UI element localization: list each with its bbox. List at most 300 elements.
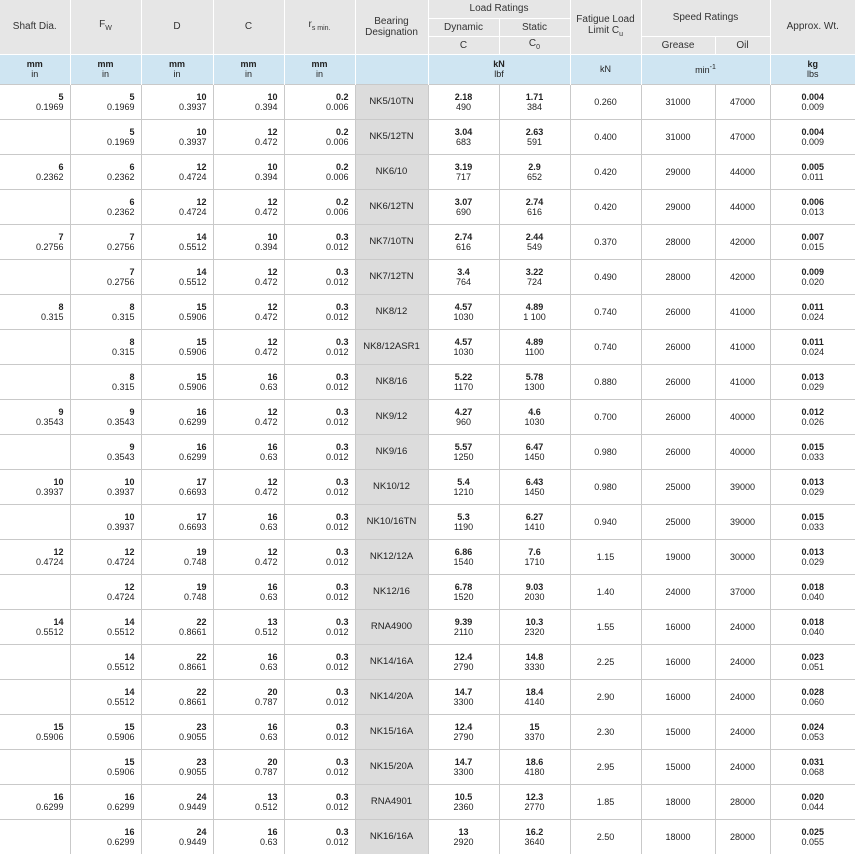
- dynamic-load-primary: 12.4: [454, 721, 473, 732]
- fw-secondary: 0.6299: [106, 801, 135, 812]
- cell-static-load: [499, 714, 570, 749]
- cell-speed-grease: 26000: [641, 399, 715, 434]
- dynamic-load-secondary: 1210: [453, 486, 474, 497]
- rs-min-primary: 0.3: [335, 791, 349, 802]
- fw-secondary: 0.315: [111, 311, 135, 322]
- rs-min-secondary: 0.012: [325, 766, 349, 777]
- cell-dynamic-load: [428, 84, 499, 119]
- approx-weight-primary: 0.023: [801, 651, 825, 662]
- cell-speed-grease: 24000: [641, 574, 715, 609]
- cell-dynamic-load: [428, 189, 499, 224]
- fw-primary: 14: [124, 616, 135, 627]
- approx-weight-secondary: 0.033: [801, 451, 825, 462]
- outer-dia-secondary: 0.3937: [178, 136, 207, 147]
- outer-dia-primary: 17: [196, 476, 207, 487]
- static-load-secondary: 384: [526, 101, 543, 112]
- cell-width: [213, 84, 284, 119]
- dynamic-load-secondary: 490: [455, 101, 472, 112]
- static-load-secondary: 1100: [524, 346, 545, 357]
- width-primary: 20: [267, 686, 278, 697]
- cell-static-load: [499, 224, 570, 259]
- cell-approx-weight: [770, 784, 855, 819]
- dynamic-load-primary: 2.74: [454, 231, 473, 242]
- cell-width: [213, 504, 284, 539]
- approx-weight-primary: 0.028: [801, 686, 825, 697]
- cell-width: [213, 609, 284, 644]
- width-secondary: 0.472: [254, 276, 278, 287]
- approx-weight-secondary: 0.026: [801, 416, 825, 427]
- cell-dynamic-load: [428, 749, 499, 784]
- cell-fatigue-load-limit: 0.420: [570, 154, 641, 189]
- cell-outer-dia: [141, 154, 213, 189]
- cell-fw: [70, 714, 141, 749]
- approx-weight-primary: 0.013: [801, 371, 825, 382]
- cell-fatigue-load-limit: 0.940: [570, 504, 641, 539]
- fw-secondary: 0.2756: [106, 241, 135, 252]
- rs-min-secondary: 0.012: [325, 696, 349, 707]
- outer-dia-secondary: 0.6299: [178, 451, 207, 462]
- cell-shaft-dia: [0, 714, 70, 749]
- cell-approx-weight: [770, 574, 855, 609]
- fw-secondary: 0.3937: [106, 521, 135, 532]
- fw-secondary: 0.1969: [106, 101, 135, 112]
- width-primary: 16: [267, 441, 278, 452]
- table-row: [0, 84, 855, 119]
- cell-bearing-designation: NK9/12: [355, 399, 428, 434]
- header-fatigue-load-limit: Fatigue Load Limit $C_u$: [570, 0, 641, 54]
- cell-fw: [70, 434, 141, 469]
- dynamic-load-primary: 4.57: [454, 336, 473, 347]
- cell-bearing-designation: RNA4901: [355, 784, 428, 819]
- cell-bearing-designation: NK14/16A: [355, 644, 428, 679]
- static-load-primary: 12.3: [525, 791, 544, 802]
- static-load-primary: 6.47: [525, 441, 544, 452]
- cell-fw: [70, 259, 141, 294]
- static-load-secondary: 724: [526, 276, 543, 287]
- cell-fatigue-load-limit: 1.40: [570, 574, 641, 609]
- cell-width: [213, 819, 284, 854]
- width-primary: 13: [267, 616, 278, 627]
- rs-min-primary: 0.2: [335, 126, 349, 137]
- header-approx-weight: Approx. Wt.: [770, 0, 855, 54]
- cell-speed-oil: 39000: [715, 504, 770, 539]
- approx-weight-secondary: 0.055: [801, 836, 825, 847]
- cell-dynamic-load: [428, 119, 499, 154]
- cell-outer-dia: [141, 784, 213, 819]
- outer-dia-secondary: 0.5906: [178, 381, 207, 392]
- outer-dia-primary: 12: [196, 161, 207, 172]
- cell-fatigue-load-limit: 0.370: [570, 224, 641, 259]
- approx-weight-primary: 0.004: [801, 126, 825, 137]
- width-secondary: 0.512: [254, 626, 278, 637]
- cell-approx-weight: [770, 329, 855, 364]
- cell-rs-min: [284, 259, 355, 294]
- cell-width: [213, 469, 284, 504]
- cell-fatigue-load-limit: 1.15: [570, 539, 641, 574]
- rs-min-primary: 0.3: [335, 756, 349, 767]
- approx-weight-secondary: 0.053: [801, 731, 825, 742]
- rs-min-secondary: 0.012: [325, 801, 349, 812]
- approx-weight-secondary: 0.033: [801, 521, 825, 532]
- cell-approx-weight: [770, 119, 855, 154]
- cell-dynamic-load: [428, 154, 499, 189]
- rs-min-primary: 0.3: [335, 371, 349, 382]
- static-load-primary: 9.03: [525, 581, 544, 592]
- approx-weight-primary: 0.013: [801, 546, 825, 557]
- cell-speed-oil: 24000: [715, 714, 770, 749]
- dynamic-load-primary: 9.39: [454, 616, 473, 627]
- unit-rs: mm in: [284, 54, 355, 84]
- cell-shaft-dia: [0, 644, 70, 679]
- static-load-secondary: 1 100: [523, 311, 546, 322]
- outer-dia-primary: 19: [196, 581, 207, 592]
- rs-min-primary: 0.3: [335, 266, 349, 277]
- cell-static-load: [499, 189, 570, 224]
- cell-rs-min: [284, 154, 355, 189]
- cell-rs-min: [284, 224, 355, 259]
- shaft-dia-secondary: 0.2362: [35, 171, 64, 182]
- outer-dia-primary: 16: [196, 441, 207, 452]
- rs-min-primary: 0.3: [335, 441, 349, 452]
- fw-primary: 5: [129, 91, 135, 102]
- cell-static-load: [499, 679, 570, 714]
- table-row: [0, 364, 855, 399]
- rs-min-secondary: 0.012: [325, 591, 349, 602]
- cell-static-load: [499, 574, 570, 609]
- cell-fatigue-load-limit: 0.260: [570, 84, 641, 119]
- cell-fw: [70, 189, 141, 224]
- approx-weight-primary: 0.015: [801, 511, 825, 522]
- cell-static-load: [499, 819, 570, 854]
- fw-secondary: 0.1969: [106, 136, 135, 147]
- approx-weight-secondary: 0.068: [801, 766, 825, 777]
- shaft-dia-secondary: 0.3543: [35, 416, 64, 427]
- cell-fw: [70, 364, 141, 399]
- cell-shaft-dia: [0, 504, 70, 539]
- shaft-dia-primary: 7: [58, 231, 64, 242]
- cell-rs-min: [284, 749, 355, 784]
- unit-designation-blank: [355, 54, 428, 84]
- cell-speed-oil: 41000: [715, 364, 770, 399]
- outer-dia-primary: 22: [196, 651, 207, 662]
- dynamic-load-secondary: 3300: [453, 696, 474, 707]
- cell-outer-dia: [141, 224, 213, 259]
- rs-min-secondary: 0.012: [325, 311, 349, 322]
- cell-bearing-designation: NK6/10: [355, 154, 428, 189]
- fw-primary: 9: [129, 441, 135, 452]
- shaft-dia-secondary: 0.3937: [35, 486, 64, 497]
- cell-fw: [70, 294, 141, 329]
- cell-shaft-dia: [0, 609, 70, 644]
- rs-min-secondary: 0.012: [325, 416, 349, 427]
- outer-dia-secondary: 0.5512: [178, 276, 207, 287]
- cell-speed-grease: 26000: [641, 434, 715, 469]
- cell-speed-oil: 24000: [715, 609, 770, 644]
- rs-min-secondary: 0.012: [325, 836, 349, 847]
- cell-shaft-dia: [0, 784, 70, 819]
- fw-secondary: 0.4724: [106, 591, 135, 602]
- fw-secondary: 0.5512: [106, 696, 135, 707]
- fw-primary: 7: [129, 266, 135, 277]
- approx-weight-primary: 0.018: [801, 616, 825, 627]
- width-primary: 12: [267, 196, 278, 207]
- outer-dia-secondary: 0.8661: [178, 626, 207, 637]
- shaft-dia-secondary: 0.5906: [35, 731, 64, 742]
- rs-min-primary: 0.3: [335, 651, 349, 662]
- table-row: [0, 609, 855, 644]
- cell-speed-grease: 19000: [641, 539, 715, 574]
- cell-speed-grease: 29000: [641, 154, 715, 189]
- dynamic-load-secondary: 764: [455, 276, 472, 287]
- shaft-dia-secondary: 0.2756: [35, 241, 64, 252]
- outer-dia-primary: 24: [196, 791, 207, 802]
- approx-weight-primary: 0.011: [801, 336, 824, 347]
- width-primary: 16: [267, 826, 278, 837]
- width-secondary: 0.63: [259, 381, 278, 392]
- static-load-primary: 1.71: [525, 91, 544, 102]
- width-secondary: 0.787: [254, 696, 278, 707]
- cell-shaft-dia: [0, 749, 70, 784]
- shaft-dia-secondary: 0.4724: [35, 556, 64, 567]
- static-load-primary: 3.22: [525, 266, 544, 277]
- shaft-dia-secondary: 0.5512: [35, 626, 64, 637]
- cell-outer-dia: [141, 189, 213, 224]
- header-outer-dia: D: [141, 0, 213, 54]
- cell-shaft-dia: [0, 469, 70, 504]
- cell-speed-grease: 16000: [641, 644, 715, 679]
- cell-fatigue-load-limit: 0.880: [570, 364, 641, 399]
- static-load-secondary: 4140: [524, 696, 545, 707]
- cell-rs-min: [284, 119, 355, 154]
- cell-speed-oil: 42000: [715, 259, 770, 294]
- cell-rs-min: [284, 644, 355, 679]
- rs-min-primary: 0.3: [335, 581, 349, 592]
- rs-min-primary: 0.3: [335, 511, 349, 522]
- cell-shaft-dia: [0, 294, 70, 329]
- cell-dynamic-load: [428, 679, 499, 714]
- dynamic-load-primary: 13: [458, 826, 469, 837]
- width-secondary: 0.472: [254, 136, 278, 147]
- cell-static-load: [499, 84, 570, 119]
- width-secondary: 0.472: [254, 346, 278, 357]
- static-load-primary: 5.78: [525, 371, 544, 382]
- outer-dia-secondary: 0.5906: [178, 311, 207, 322]
- unit-c: mm in: [213, 54, 284, 84]
- cell-rs-min: [284, 784, 355, 819]
- cell-fatigue-load-limit: 2.25: [570, 644, 641, 679]
- approx-weight-primary: 0.024: [801, 721, 825, 732]
- table-row: [0, 644, 855, 679]
- cell-fatigue-load-limit: 0.740: [570, 329, 641, 364]
- approx-weight-secondary: 0.060: [801, 696, 825, 707]
- fw-primary: 12: [124, 546, 135, 557]
- cell-fw: [70, 539, 141, 574]
- table-row: [0, 189, 855, 224]
- cell-bearing-designation: NK9/16: [355, 434, 428, 469]
- table-row: [0, 224, 855, 259]
- width-secondary: 0.394: [254, 171, 278, 182]
- rs-min-primary: 0.3: [335, 686, 349, 697]
- rs-min-primary: 0.2: [335, 161, 349, 172]
- outer-dia-secondary: 0.748: [183, 556, 207, 567]
- fw-primary: 6: [129, 161, 135, 172]
- rs-min-primary: 0.2: [335, 196, 349, 207]
- header-width: C: [213, 0, 284, 54]
- cell-dynamic-load: [428, 504, 499, 539]
- cell-dynamic-load: [428, 819, 499, 854]
- cell-width: [213, 399, 284, 434]
- static-load-secondary: 1300: [524, 381, 545, 392]
- width-secondary: 0.63: [259, 731, 278, 742]
- dynamic-load-secondary: 2920: [453, 836, 474, 847]
- shaft-dia-primary: 5: [58, 91, 64, 102]
- cell-speed-oil: 47000: [715, 84, 770, 119]
- header-load-ratings: Load Ratings: [428, 0, 570, 18]
- approx-weight-secondary: 0.009: [801, 136, 825, 147]
- width-primary: 12: [267, 406, 278, 417]
- outer-dia-primary: 12: [196, 196, 207, 207]
- fw-primary: 15: [124, 756, 135, 767]
- cell-speed-grease: 28000: [641, 224, 715, 259]
- cell-speed-grease: 25000: [641, 504, 715, 539]
- cell-speed-oil: 30000: [715, 539, 770, 574]
- cell-outer-dia: [141, 469, 213, 504]
- rs-min-secondary: 0.012: [325, 626, 349, 637]
- cell-fatigue-load-limit: 0.980: [570, 434, 641, 469]
- rs-min-primary: 0.3: [335, 301, 349, 312]
- fw-secondary: 0.5906: [106, 766, 135, 777]
- cell-width: [213, 784, 284, 819]
- width-primary: 12: [267, 336, 278, 347]
- cell-fatigue-load-limit: 1.85: [570, 784, 641, 819]
- cell-bearing-designation: NK8/12: [355, 294, 428, 329]
- cell-fw: [70, 644, 141, 679]
- cell-rs-min: [284, 329, 355, 364]
- fw-secondary: 0.5512: [106, 661, 135, 672]
- cell-rs-min: [284, 539, 355, 574]
- rs-min-secondary: 0.006: [325, 101, 349, 112]
- header-bearing-designation: Bearing Designation: [355, 0, 428, 54]
- rs-min-secondary: 0.012: [325, 731, 349, 742]
- cell-outer-dia: [141, 679, 213, 714]
- width-secondary: 0.512: [254, 801, 278, 812]
- approx-weight-primary: 0.015: [801, 441, 825, 452]
- fw-secondary: 0.5512: [106, 626, 135, 637]
- cell-approx-weight: [770, 609, 855, 644]
- cell-shaft-dia: [0, 364, 70, 399]
- outer-dia-secondary: 0.5512: [178, 241, 207, 252]
- width-secondary: 0.472: [254, 416, 278, 427]
- shaft-dia-primary: 9: [58, 406, 64, 417]
- cell-rs-min: [284, 469, 355, 504]
- cell-speed-grease: 18000: [641, 819, 715, 854]
- dynamic-load-secondary: 1190: [453, 521, 474, 532]
- dynamic-load-secondary: 616: [455, 241, 472, 252]
- width-secondary: 0.472: [254, 486, 278, 497]
- fw-secondary: 0.2756: [106, 276, 135, 287]
- rs-min-primary: 0.3: [335, 476, 349, 487]
- width-secondary: 0.394: [254, 101, 278, 112]
- cell-bearing-designation: NK5/12TN: [355, 119, 428, 154]
- cell-dynamic-load: [428, 259, 499, 294]
- cell-approx-weight: [770, 364, 855, 399]
- cell-speed-oil: 24000: [715, 644, 770, 679]
- width-primary: 13: [267, 791, 278, 802]
- static-load-primary: 14.8: [525, 651, 544, 662]
- dynamic-load-primary: 3.19: [454, 161, 473, 172]
- outer-dia-primary: 22: [196, 686, 207, 697]
- cell-static-load: [499, 294, 570, 329]
- fw-secondary: 0.2362: [106, 206, 135, 217]
- width-secondary: 0.63: [259, 591, 278, 602]
- approx-weight-primary: 0.011: [801, 301, 824, 312]
- approx-weight-secondary: 0.029: [801, 381, 825, 392]
- outer-dia-secondary: 0.748: [183, 591, 207, 602]
- cell-shaft-dia: [0, 679, 70, 714]
- approx-weight-primary: 0.018: [801, 581, 825, 592]
- table-row: [0, 539, 855, 574]
- table-row: [0, 574, 855, 609]
- static-load-secondary: 1030: [524, 416, 545, 427]
- cell-dynamic-load: [428, 784, 499, 819]
- dynamic-load-primary: 5.4: [457, 476, 470, 487]
- cell-fatigue-load-limit: 2.90: [570, 679, 641, 714]
- cell-static-load: [499, 154, 570, 189]
- header-dynamic-c: C: [428, 36, 499, 54]
- width-secondary: 0.63: [259, 521, 278, 532]
- cell-width: [213, 364, 284, 399]
- width-secondary: 0.472: [254, 556, 278, 567]
- approx-weight-primary: 0.007: [801, 231, 825, 242]
- cell-rs-min: [284, 434, 355, 469]
- cell-approx-weight: [770, 469, 855, 504]
- approx-weight-primary: 0.013: [801, 476, 825, 487]
- approx-weight-secondary: 0.020: [801, 276, 825, 287]
- fw-secondary: 0.315: [111, 346, 135, 357]
- width-secondary: 0.787: [254, 766, 278, 777]
- cell-dynamic-load: [428, 714, 499, 749]
- cell-speed-oil: 44000: [715, 189, 770, 224]
- static-load-secondary: 549: [526, 241, 543, 252]
- static-load-secondary: 2320: [524, 626, 545, 637]
- cell-dynamic-load: [428, 644, 499, 679]
- cell-dynamic-load: [428, 294, 499, 329]
- cell-dynamic-load: [428, 329, 499, 364]
- approx-weight-primary: 0.006: [801, 196, 825, 207]
- cell-outer-dia: [141, 539, 213, 574]
- cell-rs-min: [284, 574, 355, 609]
- cell-speed-grease: 28000: [641, 259, 715, 294]
- cell-outer-dia: [141, 329, 213, 364]
- static-load-primary: 15: [529, 721, 540, 732]
- cell-rs-min: [284, 364, 355, 399]
- outer-dia-secondary: 0.8661: [178, 661, 207, 672]
- cell-approx-weight: [770, 189, 855, 224]
- cell-dynamic-load: [428, 434, 499, 469]
- static-load-primary: 2.74: [525, 196, 544, 207]
- dynamic-load-primary: 3.4: [457, 266, 470, 277]
- approx-weight-primary: 0.005: [801, 161, 825, 172]
- rs-min-secondary: 0.012: [325, 521, 349, 532]
- cell-speed-oil: 42000: [715, 224, 770, 259]
- outer-dia-primary: 14: [196, 266, 207, 277]
- width-primary: 16: [267, 721, 278, 732]
- rs-min-secondary: 0.012: [325, 556, 349, 567]
- cell-dynamic-load: [428, 224, 499, 259]
- header-speed-ratings: Speed Ratings: [641, 0, 770, 36]
- cell-fw: [70, 154, 141, 189]
- cell-speed-grease: 18000: [641, 784, 715, 819]
